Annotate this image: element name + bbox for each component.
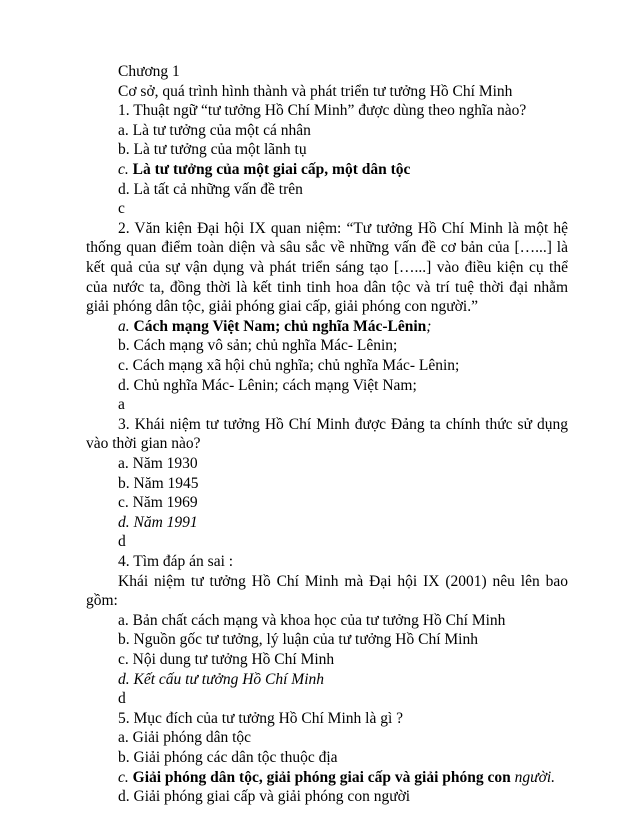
- q4-answer: d: [118, 690, 126, 708]
- q2-option-a: [118, 317, 431, 337]
- q5-option-c: [118, 768, 555, 788]
- q3-question-line2: vào thời gian nào?: [86, 435, 201, 453]
- q1-option-a: a. Là tư tưởng của một cá nhân: [118, 121, 311, 139]
- chapter-subtitle: Cơ sở, quá trình hình thành và phát triển tư tưởng Hồ Chí Minh: [118, 82, 513, 100]
- q3-option-d: d. Năm 1991: [118, 513, 198, 531]
- q3-option-c: c. Năm 1969: [118, 494, 198, 512]
- q4-intro-line2: gồm:: [86, 592, 118, 610]
- q2-option-b: b. Cách mạng vô sản; chủ nghĩa Mác- Lênin;: [118, 337, 398, 355]
- q3-option-b: b. Năm 1945: [118, 474, 199, 492]
- q1-option-d: d. Là tất cả những vấn đề trên: [118, 180, 303, 198]
- q4-option-b: b. Nguồn gốc tư tưởng, lý luận của tư tưởng Hồ Chí Minh: [118, 631, 478, 649]
- q2-option-a-text: Cách mạng Việt Nam; chủ nghĩa Mác-Lênin: [133, 317, 427, 335]
- q5-option-d: d. Giải phóng giai cấp và giải phóng con người: [118, 788, 411, 806]
- q3-option-a: a. Năm 1930: [118, 455, 198, 472]
- q5-option-c-bold: Giải phóng dân tộc, giải phóng giai cấp và giải phóng con: [132, 768, 511, 786]
- q3-answer: d: [118, 533, 126, 551]
- q2-question-line: 2. Văn kiện Đại hội IX quan niệm: “Tư tưởng Hồ Chí Minh là một hệ: [118, 219, 568, 237]
- q2-option-a-letter: a.: [118, 317, 130, 335]
- q2-question-line: kết quả của sự vận dụng và phát triển sáng tạo […...] vào điều kiện cụ thể: [86, 259, 568, 276]
- q2-question-line: thống quan điểm toàn diện và sâu sắc về những vấn đề cơ bản của […...] là: [86, 239, 568, 257]
- q5-option-a: a. Giải phóng dân tộc: [118, 729, 252, 747]
- q1-option-c-text: Là tư tưởng của một giai cấp, một dân tộc: [132, 161, 411, 178]
- q5-question: 5. Mục đích của tư tưởng Hồ Chí Minh là gì ?: [118, 709, 404, 727]
- q5-option-c-letter: c.: [118, 768, 129, 786]
- q2-question-line: của nước ta, đồng thời là kết tinh tinh hoa dân tộc và trí tuệ thời đại nhằm: [86, 278, 568, 296]
- q1-option-b: b. Là tư tưởng của một lãnh tụ: [118, 141, 307, 159]
- q2-option-d: d. Chủ nghĩa Mác- Lênin; cách mạng Việt Nam;: [118, 376, 417, 394]
- q1-option-c: [118, 160, 410, 180]
- q4-option-d: d. Kết cấu tư tưởng Hồ Chí Minh: [118, 670, 325, 688]
- q2-option-a-end: ;: [426, 317, 432, 335]
- q1-answer: c: [118, 200, 125, 218]
- q5-option-b: b. Giải phóng các dân tộc thuộc địa: [118, 749, 338, 766]
- q3-question-line1: 3. Khái niệm tư tưởng Hồ Chí Minh được Đảng ta chính thức sử dụng: [118, 415, 568, 433]
- q5-option-c-end: người.: [514, 768, 556, 786]
- q2-answer: a: [118, 396, 125, 414]
- q4-option-a: a. Bản chất cách mạng và khoa học của tư tưởng Hồ Chí Minh: [118, 611, 506, 629]
- q4-intro-line1: Khái niệm tư tưởng Hồ Chí Minh mà Đại hội IX (2001) nêu lên bao: [118, 572, 568, 590]
- q2-question-line: giải phóng dân tộc, giải phóng giai cấp, giải phóng con người.”: [86, 298, 478, 316]
- q4-option-c: c. Nội dung tư tưởng Hồ Chí Minh: [118, 651, 335, 668]
- q2-option-c: c. Cách mạng xã hội chủ nghĩa; chủ nghĩa Mác- Lênin;: [118, 357, 460, 374]
- chapter-title: Chương 1: [118, 63, 180, 80]
- q1-question: 1. Thuật ngữ “tư tưởng Hồ Chí Minh” được dùng theo nghĩa nào?: [118, 102, 527, 120]
- q1-option-c-letter: c.: [118, 161, 129, 178]
- q4-question: 4. Tìm đáp án sai :: [118, 553, 234, 570]
